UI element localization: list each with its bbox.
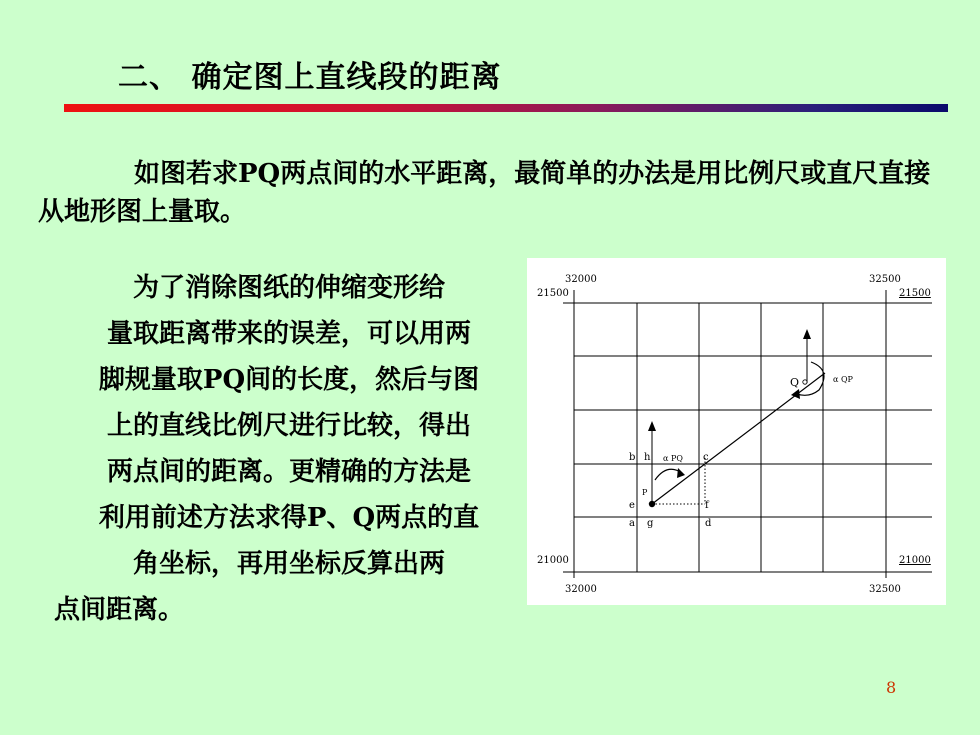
arrowhead <box>648 421 656 431</box>
top-left-x-label: 32000 <box>565 274 597 285</box>
paragraph-line: 上的直线比例尺进行比较，得出 <box>106 411 471 441</box>
label-d: d <box>705 518 712 529</box>
alpha-qp-label: α QP <box>833 375 853 384</box>
paragraph-line: 点间距离。 <box>54 595 185 625</box>
bottom-right-x-label: 32500 <box>869 584 901 595</box>
grid-lines <box>563 290 932 578</box>
paragraph-line: 为了消除图纸的伸缩变形给 <box>132 273 445 303</box>
paragraph-line: 角坐标，再用坐标反算出两 <box>132 549 445 579</box>
angle-arc-qp <box>797 362 824 395</box>
paragraph-method <box>44 265 534 633</box>
bottom-left-y-label: 21000 <box>537 555 569 566</box>
bottom-right-y-label: 21000 <box>899 555 931 566</box>
top-left-y-label: 21500 <box>537 288 569 299</box>
grid-figure <box>527 258 946 605</box>
point-q-label: Q <box>790 376 800 389</box>
point-p <box>649 501 655 507</box>
paragraph-line: 脚规量取PQ间的长度，然后与图 <box>98 365 480 395</box>
point-p-label: P <box>642 488 648 497</box>
title-underline-bar <box>64 104 948 112</box>
top-right-x-label: 32500 <box>869 274 901 285</box>
bottom-left-x-label: 32000 <box>565 584 597 595</box>
label-f: f <box>705 500 709 511</box>
coordinate-grid-diagram <box>527 258 946 605</box>
paragraph-intro: 如图若求PQ两点间的水平距离，最简单的办法是用比例尺或直尺直接从地形图上量取。 <box>38 159 931 227</box>
alpha-pq-label: α PQ <box>663 454 683 463</box>
label-a: a <box>629 518 635 529</box>
top-right-y-label: 21500 <box>899 288 931 299</box>
label-e: e <box>629 500 635 511</box>
slide-title: 二、 确定图上直线段的距离 <box>118 60 502 95</box>
arrowhead <box>677 468 685 478</box>
paragraph-line: 利用前述方法求得P、Q两点的直 <box>98 503 480 533</box>
label-g: g <box>647 518 654 529</box>
label-h: h <box>644 452 651 463</box>
page-number: 8 <box>886 678 897 697</box>
paragraph-line: 两点间的距离。更精确的方法是 <box>106 457 471 487</box>
label-c: c <box>703 452 709 463</box>
paragraph-line: 量取距离带来的误差，可以用两 <box>106 319 471 349</box>
arrowhead <box>803 329 811 339</box>
label-b: b <box>629 452 636 463</box>
